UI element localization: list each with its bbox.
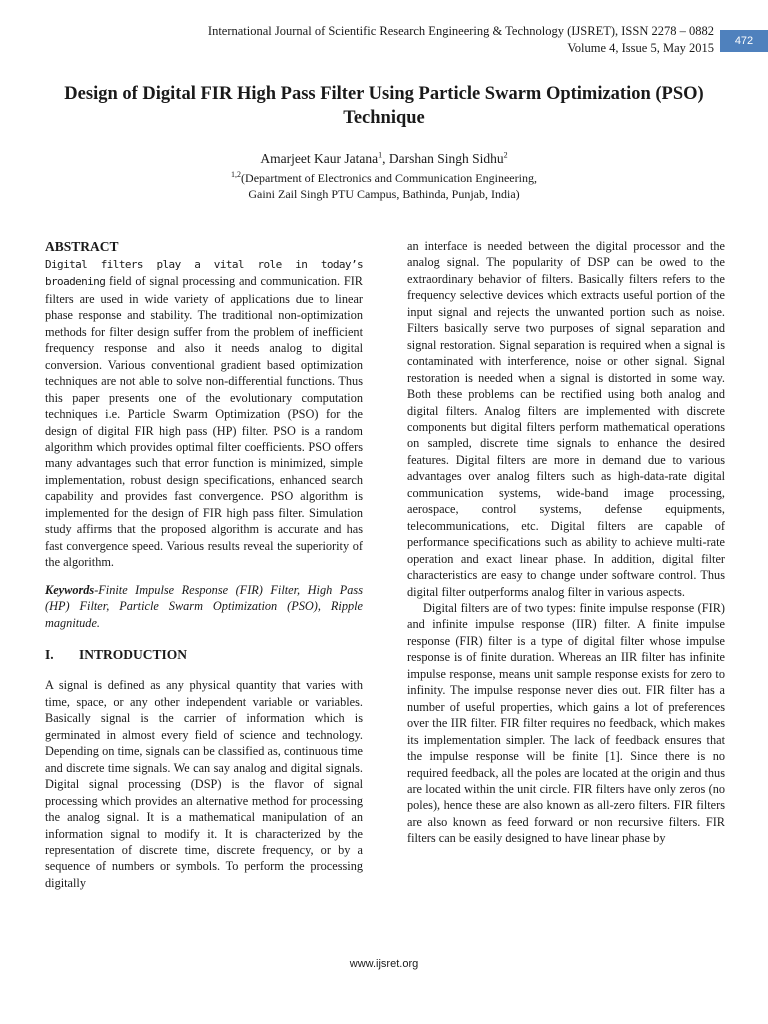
author-separator: , — [382, 151, 389, 166]
intro-paragraph-3: Digital filters are of two types: finite impulse response (FIR) and infinite impulse response (IIR) filter. A finite impulse response (FIR) filter is a type of digital filter whose impulse response is of finite duration. Whereas an IIR filter has infinite impulse response, means unit sample response exists for zero to infinity. The impulse response never dies out. FIR filter has a number of useful properties, which gains a lot of preferences over the IIR filter. FIR filter requires no feedback, which makes its implementation simpler. The lack of feedback ensures that the impulse response will be finite [1]. Since there is no required feedback, all the poles are located at the origin and thus are located within the unit circle. FIR filters have only zeros (no poles), hence these are also known as all-zero filters. FIR filters are also known as feed forward or non recursive filters. FIR filters can be easily designed to have linear phase by — [407, 600, 725, 846]
abstract-body: field of signal processing and communication. FIR filters are used in wide variety of applications due to linear phase response and stability. The traditional non-optimization methods for filter design suffer from the problem of inefficient frequency response and also it needs analog to digital conversion. Various conventional gradient based optimization techniques are not able to solve non-differential functions. Thus this paper presents one of the evolutionary computation techniques i.e. Particle Swarm Optimization (PSO) for the design of digital FIR high pass (HP) filter. PSO is a random algorithm which provides optimal filter coefficients. PSO offers many advantages such that error function is minimized, simple implementation, robust design specifications, enhanced search capability and provides fast convergence. PSO algorithm is implemented for the design of FIR high pass filter. Simulation study affirms that the proposed algorithm is accurate and has fast convergence speed. Various results reveal the superiority of the algorithm. — [45, 274, 363, 570]
page-number-badge: 472 — [720, 30, 768, 52]
author-line — [0, 150, 768, 168]
intro-paragraph-1: A signal is defined as any physical quantity that varies with time, space, or any other independent variable or variables. Basically signal is the carrier of information which is germinated in almost every field of science and technology. Depending on time, signals can be classified as, continuous time and discrete time signals. We can say analog and digital signals. Digital signal processing (DSP) is the flavor of signal processing which provides an alternative method for processing the analog signal. It is a mathematical manipulation of an information signal to modify it. It is characterized by the representation of discrete time, discrete frequency, or by a sequence of numbers or symbols. To perform the processing digitally — [45, 678, 363, 890]
author-name-2: Darshan Singh Sidhu — [388, 151, 504, 166]
author-name-1: Amarjeet Kaur Jatana — [260, 151, 379, 166]
author-sup-1: 1 — [378, 150, 383, 160]
paper-title: Design of Digital FIR High Pass Filter Using Particle Swarm Optimization (PSO) Technique — [64, 84, 704, 128]
section-number: I. — [45, 646, 54, 662]
affiliation-text-1: (Department of Electronics and Communication Engineering, — [241, 171, 537, 185]
keywords — [45, 582, 363, 631]
journal-header: International Journal of Scientific Research Engineering & Technology (IJSRET), ISSN 2278 – 0882 — [207, 24, 714, 38]
intro-paragraph-2: an interface is needed between the digital processor and the analog signal. The popularity of DSP can be owed to the extraordinary behavior of filters. Basically filters refers to the frequency selective devices which extracts useful portion of the input signal and rejects the unwanted portion such as noise. Filters basically serve two purposes of signal separation and signal restoration. Signal separation is required when a signal is contaminated with interference, noise or other signal. Signal restoration is needed when a signal is distorted in some way. Both these problems can be rectified using both analog and digital filters. Analog filters are implemented with discrete components but digital filters perform mathematical operations on sampled, discrete time signals to enhance the desired features. Digital filters are more in demand due to various advantages over analog filters such as high-data-rate digital communication systems, wide-band image processing, aerospace, control systems, defense equipments, telecommunications, etc. Digital filters are capable of performance specifications such as ability to achieve multi-rate operation and exact linear phase. In addition, digital filter characteristics are easy to change under software control. Thus digital filter outperforms analog filter in various aspects. — [407, 239, 725, 599]
author-sup-2: 2 — [503, 150, 508, 160]
affiliation-line-1 — [0, 170, 768, 186]
keywords-label: Keywords — [45, 582, 95, 597]
left-column — [45, 238, 363, 891]
keywords-list: -Finite Impulse Response (FIR) Filter, High Pass (HP) Filter, Particle Swarm Optimization (PSO), Ripple magnitude. — [45, 582, 363, 630]
abstract-first-line: Digital filters play a vital role in today’s broadening — [45, 258, 363, 289]
abstract-text — [45, 256, 363, 571]
footer-website: www.ijsret.org — [349, 958, 419, 970]
volume-issue: Volume 4, Issue 5, May 2015 — [567, 41, 714, 55]
abstract-heading: ABSTRACT — [45, 239, 119, 254]
right-column — [407, 238, 725, 847]
affiliation-line-2: Gaini Zail Singh PTU Campus, Bathinda, Punjab, India) — [248, 187, 520, 201]
section-title: INTRODUCTION — [79, 646, 188, 662]
affiliation-sup: 1,2 — [231, 170, 242, 179]
section-heading-introduction — [45, 647, 363, 663]
